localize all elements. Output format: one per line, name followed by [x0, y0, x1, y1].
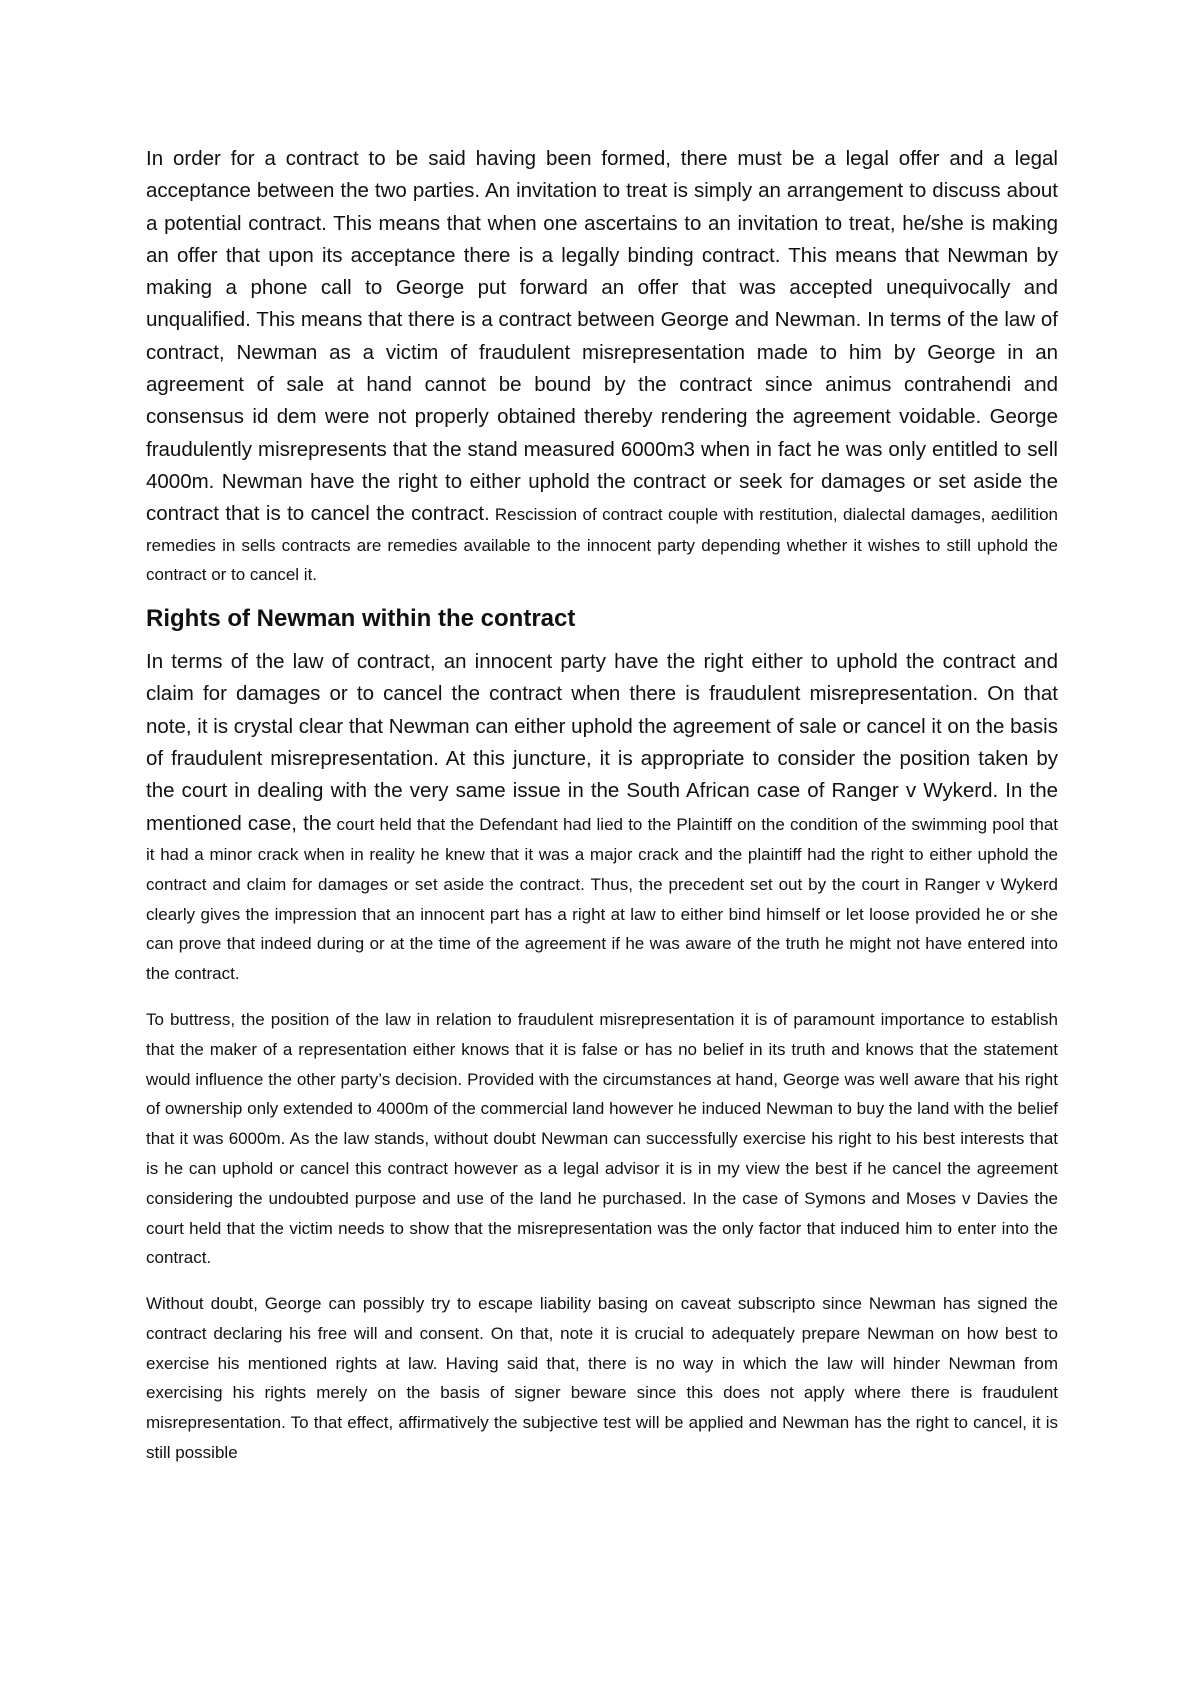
paragraph-buttress: To buttress, the position of the law in relation to fraudulent misrepresentation it is of paramount importance to establish that the maker of a representation either knows that it is false or has no belief in its truth and knows that the statement would influence the other party’s decision. Provided with the circumstances at hand, George was well aware that his right of ownership only extended to 4000m of the commercial land however he induced Newman to buy the land with the belief that it was 6000m. As the law stands, without doubt Newman can successfully exercise his right to his best interests that is he can uphold or cancel this contract however as a legal advisor it is in my view the best if he cancel the agreement considering the undoubted purpose and use of the land he purchased. In the case of Symons and Moses v Davies the court held that the victim needs to show that the misrepresentation was the only factor that induced him to enter into the contract.	[146, 1009, 1058, 1268]
paragraph-rights-of-newman	[146, 646, 1058, 989]
document-body	[146, 143, 1058, 1468]
paragraph-tail-text: Rescission of contract couple with restitution, dialectal damages, aedilition remedies in sells contracts are remedies available to the innocent party depending whether it wishes to still uphold the contract or to cancel it.	[146, 505, 1059, 585]
paragraph-contract-formation	[146, 143, 1058, 590]
paragraph-caveat-subscripto: Without doubt, George can possibly try to escape liability basing on caveat subscripto since Newman has signed the contract declaring his free will and consent. On that, note it is crucial to adequately prepare Newman on how best to exercise his mentioned rights at law. Having said that, there is no way in which the law will hinder Newman from exercising his rights merely on the basis of signer beware since this does not apply where there is fraudulent misrepresentation. To that effect, affirmatively the subjective test will be applied and Newman has the right to cancel, it is still possible	[146, 1294, 1058, 1463]
paragraph-main-text: In terms of the law of contract, an innocent party have the right either to uphold the contract and claim for damages or to cancel the contract when there is fraudulent misrepresentation. On that note, it is crystal clear that Newman can either uphold the agreement of sale or cancel it on the basis of fraudulent misrepresentation. At this juncture, it is appropriate to consider the position taken by the court in dealing with the very same issue in the South African case of Ranger v Wykerd. In the mentioned case, the	[146, 650, 1058, 835]
section-heading: Rights of Newman within the contract	[146, 605, 576, 633]
paragraph-main-text: In order for a contract to be said having been formed, there must be a legal offer and a legal acceptance between the two parties. An invitation to treat is simply an arrangement to discuss about a potential contract. This means that when one ascertains to an invitation to treat, he/she is making an offer that upon its acceptance there is a legally binding contract. This means that Newman by making a phone call to George put forward an offer that was accepted unequivocally and unqualified. This means that there is a contract between George and Newman. In terms of the law of contract, Newman as a victim of fraudulent misrepresentation made to him by George in an agreement of sale at hand cannot be bound by the contract since animus contrahendi and consensus id dem were not properly obtained thereby rendering the agreement voidable. George fraudulently misrepresents that the stand measured 6000m3 when in fact he was only entitled to sell 4000m. Newman have the right to either uphold the contract or seek for damages or set aside the contract that is to cancel the contract.	[146, 147, 1058, 526]
paragraph-tail-text: court held that the Defendant had lied to the Plaintiff on the condition of the swimming pool that it had a minor crack when in reality he knew that it was a major crack and the plaintiff had the right to either uphold the contract and claim for damages or set aside the contract. Thus, the precedent set out by the court in Ranger v Wykerd clearly gives the impression that an innocent part has a right at law to either bind himself or let loose provided he or she can prove that indeed during or at the time of the agreement if he was aware of the truth he might not have entered into the contract.	[146, 814, 1058, 984]
